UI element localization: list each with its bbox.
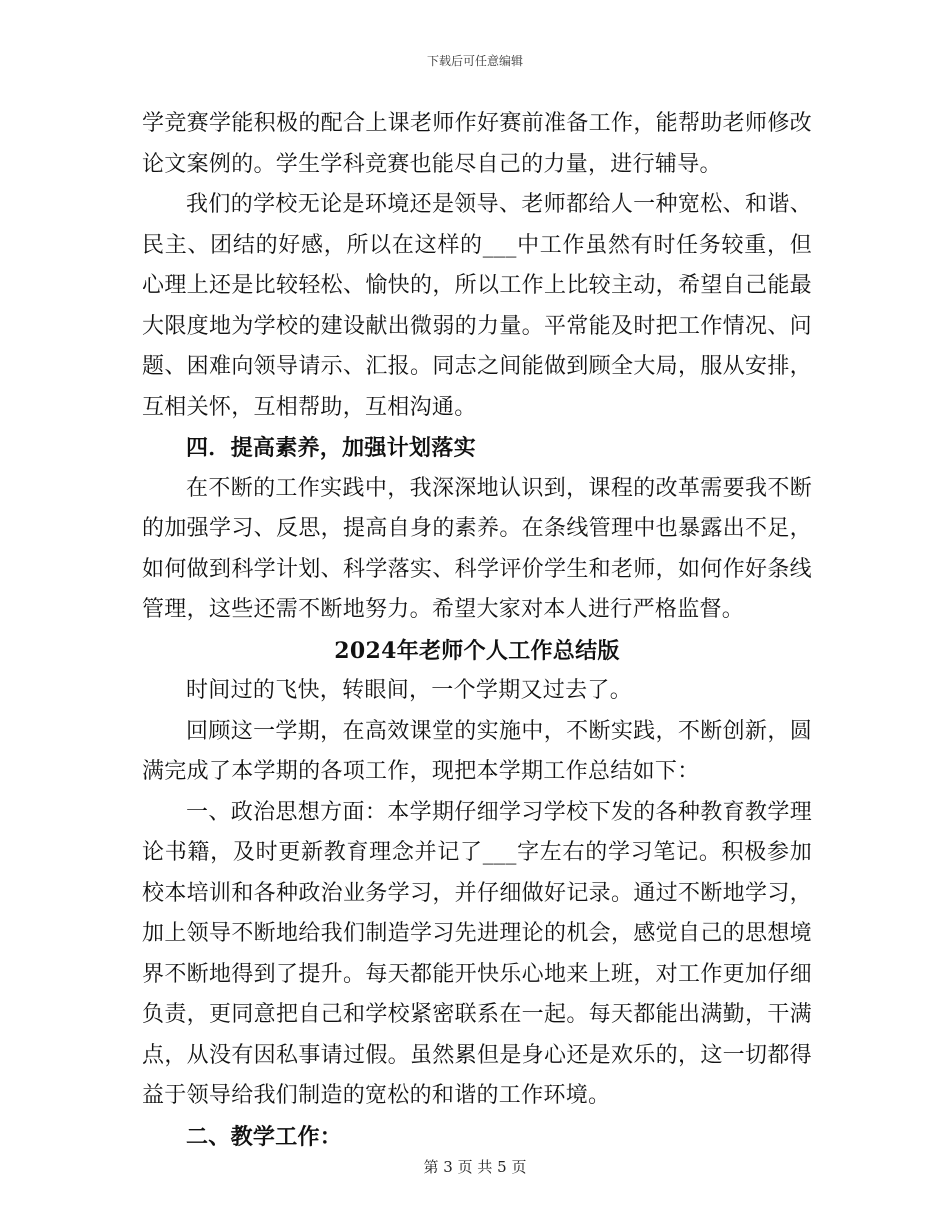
paragraph-practice-reflection: 在不断的工作实践中，我深深地认识到，课程的改革需要我不断的加强学习、反思，提高自身的素养。在条线管理中也暴露出不足，如何做到科学计划、科学落实、科学评价学生和老师，如何作好条线管理，这些还需不断地努力。希望大家对本人进行严格监督。 <box>142 475 812 622</box>
paragraph-school-environment: 我们的学校无论是环境还是领导、老师都给人一种宽松、和谐、民主、团结的好感，所以在这样的___中工作虽然有时任务较重，但心理上还是比较轻松、愉快的，所以工作上比较主动，希望自己能最大限度地为学校的建设献出微弱的力量。平常能及时把工作情况、问题、困难向领导请示、汇报。同志之间能做到顾全大局，服从安排，互相关怀，互相帮助，互相沟通。 <box>142 192 812 420</box>
page-header: 下载后可任意编辑 <box>426 54 523 68</box>
document-body <box>142 104 812 1157</box>
section-heading-teaching-work: 二、教学工作： <box>186 1123 343 1150</box>
paragraph-review-semester: 回顾这一学期，在高效课堂的实施中，不断实践，不断创新，圆满完成了本学期的各项工作，现把本学期工作总结如下： <box>142 718 812 784</box>
paragraph-time-flies: 时间过的飞快，转眼间，一个学期又过去了。 <box>186 678 633 703</box>
paragraph-political-thought: 一、政治思想方面：本学期仔细学习学校下发的各种教育教学理论书籍，及时更新教育理念并记了___字左右的学习笔记。积极参加校本培训和各种政治业务学习，并仔细做好记录。通过不断地学习，加上领导不断地给我们制造学习先进理论的机会，感觉自己的思想境界不断地得到了提升。每天都能开快乐心地来上班，对工作更加仔细负责，更同意把自己和学校紧密联系在一起。每天都能出满勤，干满点，从没有因私事请过假。虽然累但是身心还是欢乐的，这一切都得益于领导给我们制造的宽松的和谐的工作环境。 <box>142 799 812 1108</box>
paragraph-competition: 学竞赛学能积极的配合上课老师作好赛前准备工作，能帮助老师修改论文案例的。学生学科竞赛也能尽自己的力量，进行辅导。 <box>142 111 812 177</box>
document-title: 2024年老师个人工作总结版 <box>334 637 620 664</box>
page-number: 第 3 页 共 5 页 <box>423 1158 527 1176</box>
section-heading-improve-quality: 四．提高素养，加强计划落实 <box>186 435 476 461</box>
